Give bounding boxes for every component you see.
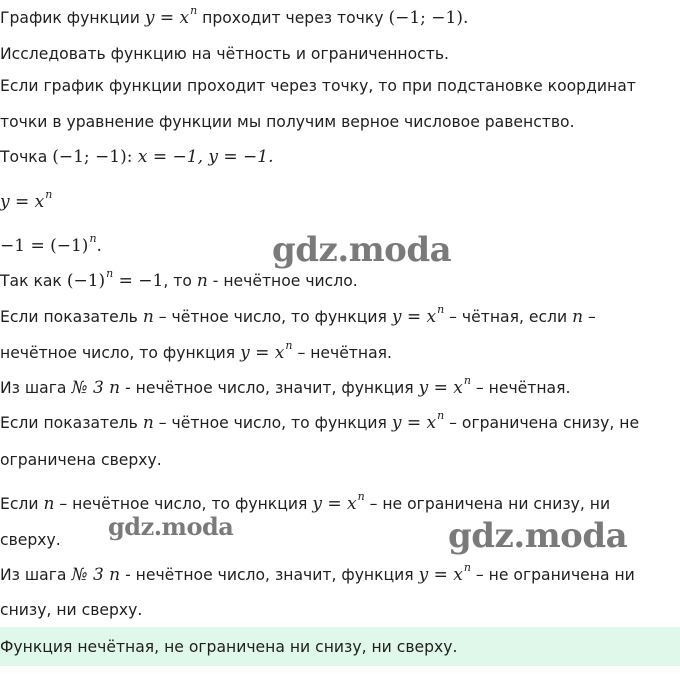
solution-line [0,599,142,621]
text: точки в уравнение функции мы получим верное числовое равенство. [0,113,575,131]
text: снизу, ни сверху. [0,601,143,619]
solution-line [0,561,635,588]
point-line [0,146,274,168]
exponent: n [190,4,198,17]
equation-line [0,232,102,259]
formula: (−1; −1). [388,8,469,28]
text: ограничена сверху. [0,451,162,469]
formula: x = −1, y = −1. [132,147,274,167]
formula: y = x [391,307,437,327]
formula: n [196,271,208,291]
text: - нечётное число. [207,272,358,290]
text: – нечётная. [292,344,392,362]
answer-box [0,627,680,666]
formula: n [43,494,55,514]
text: Если показатель [0,414,143,432]
solution-line [0,374,571,401]
text: сверху. [0,531,61,549]
formula: n [572,307,584,327]
text: – чётное число, то функция [153,308,392,326]
text: - нечётное число, значит, функция [120,379,419,397]
text: Если график функции проходит через точку, то при подстановке координат [0,77,636,95]
solution-line [0,490,611,517]
formula: № 3 n [71,378,121,398]
formula: y = x [0,192,45,212]
task-line [0,43,449,65]
watermark: gdz.moda [108,512,234,541]
text: – нечётное число, то функция [54,495,313,513]
exponent: n [437,409,445,422]
exponent: n [463,561,471,574]
formula: y = x [240,343,285,363]
statement-line [0,4,469,31]
text: – ограничена снизу, не [444,414,640,432]
text: Из шага [0,566,72,584]
text: Так как [0,272,67,290]
watermark: gdz.moda [272,230,452,270]
formula: (−1) [66,271,106,291]
formula: n [142,307,154,327]
text: Если [0,495,44,513]
text: нечётное число, то функция [0,344,241,362]
formula: y = x [144,8,190,28]
equation-line [0,188,53,215]
text: – не ограничена ни [470,566,635,584]
text: Если показатель [0,308,143,326]
text: Исследовать функцию на чётность и ограниченность. [0,45,449,63]
solution-line [0,75,636,97]
exponent: n [89,232,97,245]
text: проходит через точку [197,9,389,27]
text: Точка [0,148,53,166]
text: Из шага [0,379,72,397]
exponent: n [357,490,365,503]
text: – [583,308,596,326]
solution-line [0,267,358,294]
solution-line [0,409,640,436]
solution-line [0,303,596,330]
solution-line [0,111,575,133]
formula: № 3 n [71,565,121,585]
exponent: n [45,188,53,201]
solution-line [0,339,392,366]
formula: . [96,236,102,256]
text: - нечётное число, значит, функция [120,566,419,584]
formula: y = x [312,494,357,514]
text: – не ограничена ни снизу, ни [364,495,611,513]
text: , то [163,272,197,290]
solution-line [0,529,61,551]
watermark: gdz.moda [448,516,628,556]
formula: −1 = (−1) [0,236,89,256]
text: – чётная, если [444,308,573,326]
formula: y = x [391,413,437,433]
exponent: n [285,339,293,352]
solution-line [0,449,162,471]
text: График функции [0,9,145,27]
formula: n [142,413,154,433]
formula: = −1 [113,271,164,291]
formula: y = x [418,565,463,585]
exponent: n [106,267,114,280]
text: – нечётная. [470,379,571,397]
formula: y = x [418,378,463,398]
answer-text: Функция нечётная, не ограничена ни снизу, ни сверху. [0,638,458,656]
formula: (−1; −1): [52,147,133,167]
exponent: n [437,303,445,316]
text: – чётное число, то функция [153,414,392,432]
exponent: n [463,374,471,387]
